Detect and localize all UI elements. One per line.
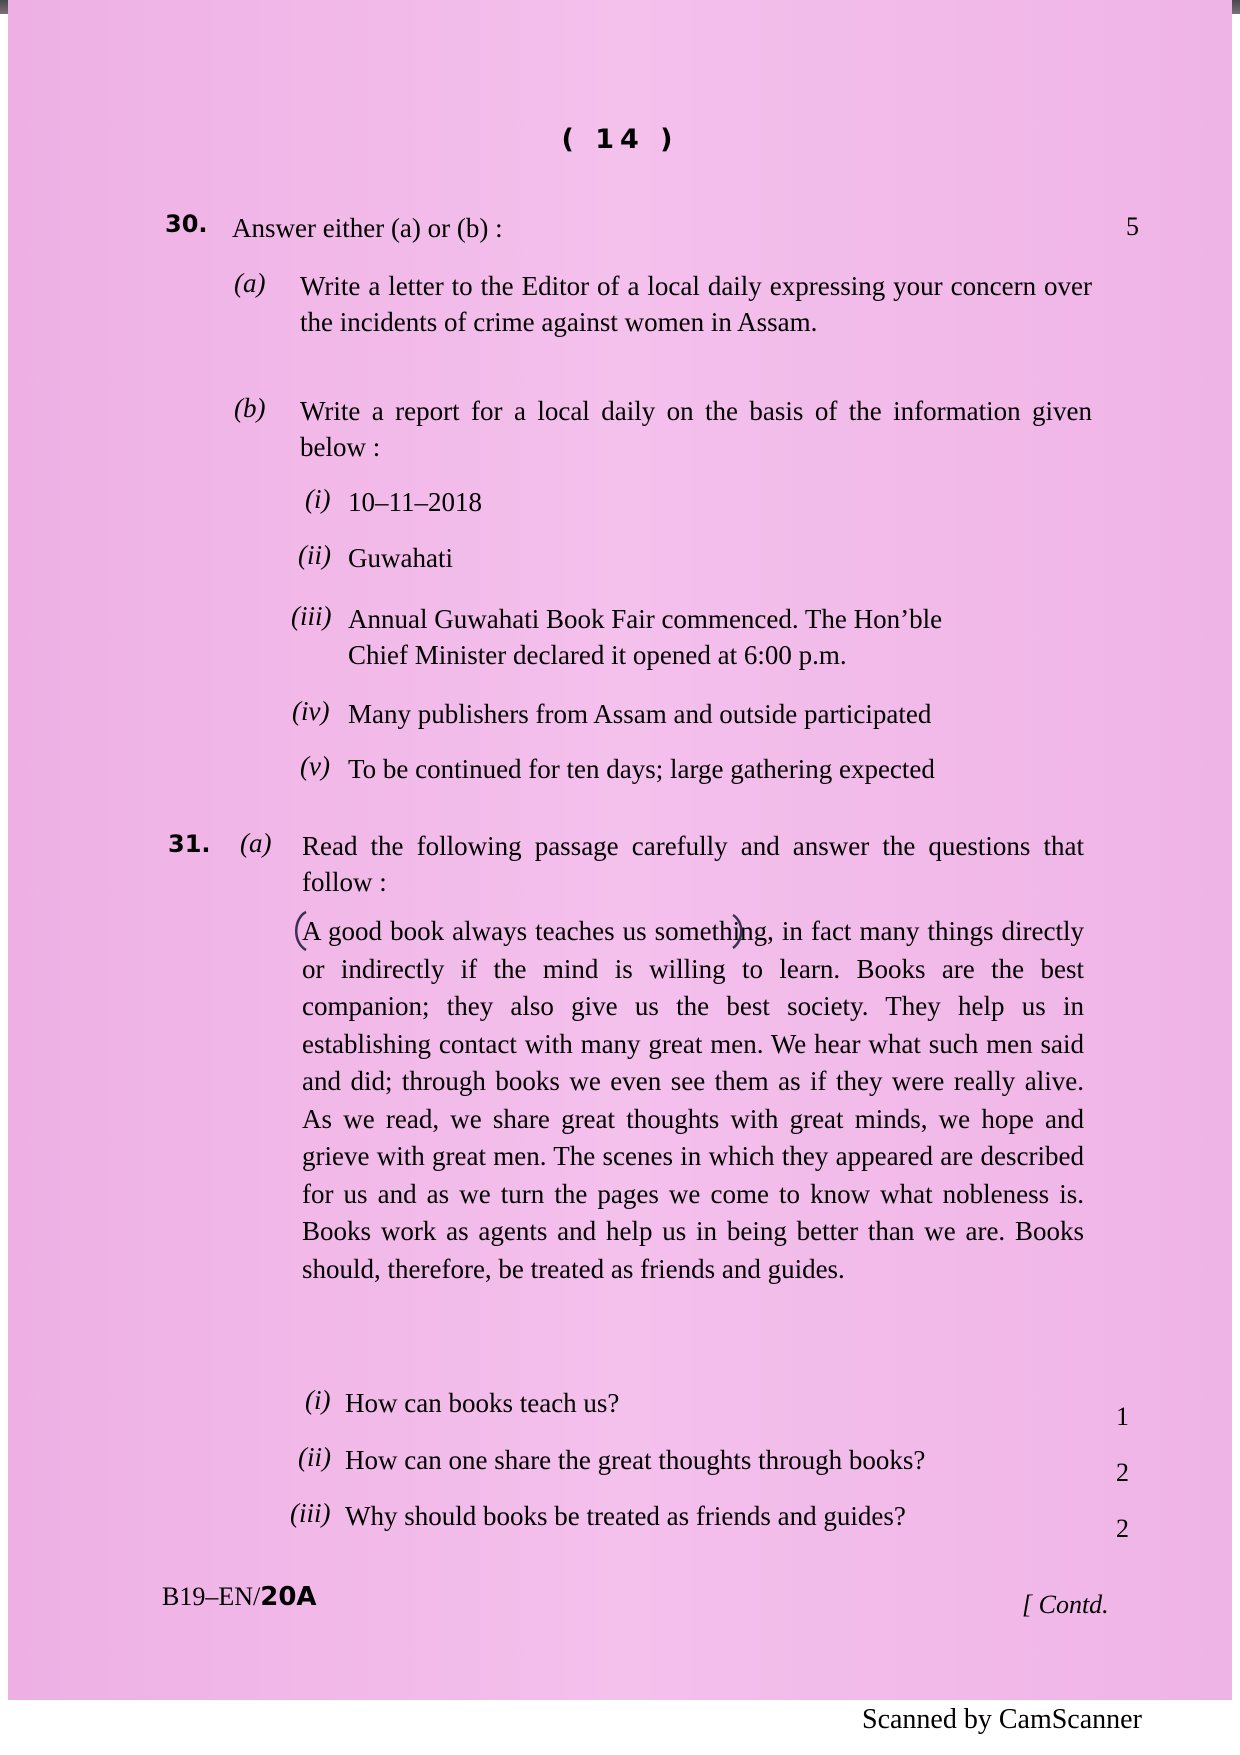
- point-iv-label: (iv): [292, 696, 330, 726]
- question-31a-i-label: (i): [305, 1385, 331, 1415]
- point-iii-text-line2: Chief Minister declared it opened at 6:00 p.m.: [348, 640, 847, 670]
- scanner-watermark: Scanned by CamScanner: [862, 1704, 1142, 1735]
- question-31-instruction: Read the following passage carefully and answer the questions that follow :: [302, 831, 1084, 897]
- question-31a-label: (a): [240, 828, 272, 858]
- question-30b-text: Write a report for a local daily on the basis of the information given below :: [300, 396, 1092, 462]
- question-30a-label: (a): [234, 268, 266, 298]
- point-ii-label: (ii): [298, 540, 331, 570]
- paper-code-bold: 20A: [260, 1582, 317, 1612]
- point-ii-text: Guwahati: [348, 543, 453, 573]
- question-31a-iii-marks: 2: [1116, 1514, 1129, 1543]
- point-i-text: 10–11–2018: [348, 487, 482, 517]
- page-number: ( 14 ): [561, 124, 679, 155]
- question-31-number: 31.: [168, 830, 211, 858]
- pen-bracket-mark: [290, 908, 310, 954]
- point-iii-text-line1: Annual Guwahati Book Fair commenced. The Hon’ble: [348, 604, 943, 634]
- question-31a-iii-text: Why should books be treated as friends and guides?: [345, 1501, 906, 1531]
- question-31a-i-text: How can books teach us?: [345, 1388, 620, 1418]
- question-31a-i-marks: 1: [1116, 1402, 1129, 1431]
- pen-bracket-mark: [730, 912, 748, 952]
- question-30-number: 30.: [165, 210, 208, 238]
- question-30a-text: Write a letter to the Editor of a local daily expressing your concern over the incidents of crime against women in Assam.: [300, 271, 1092, 337]
- question-31a-ii-marks: 2: [1116, 1458, 1129, 1487]
- question-30-instruction: Answer either (a) or (b) :: [232, 213, 503, 243]
- paper-code: [162, 1582, 317, 1612]
- reading-passage: A good book always teaches us something, in fact many things directly or indirectly if the mind is willing to learn. Books are the best companion; they also give us the best society. They help us in establishing contact with many great men. We hear what such men said and did; through books we even see them as if they were really alive. As we read, we share great thoughts with great minds, we hope and grieve with great men. The scenes in which they appeared are described for us and as we turn the pages we come to know what nobleness is. Books work as agents and help us in being better than we are. Books should, therefore, be treated as friends and guides.: [302, 916, 1084, 1284]
- paper-code-prefix: B19–EN/: [162, 1582, 261, 1611]
- point-i-label: (i): [305, 484, 331, 514]
- question-31a-ii-label: (ii): [298, 1442, 331, 1472]
- question-30-marks: 5: [1126, 212, 1139, 241]
- point-v-label: (v): [300, 751, 330, 781]
- point-iii-label: (iii): [291, 601, 332, 631]
- point-iv-text: Many publishers from Assam and outside participated: [348, 699, 932, 729]
- point-v-text: To be continued for ten days; large gathering expected: [348, 754, 935, 784]
- question-31a-iii-label: (iii): [290, 1498, 331, 1528]
- question-30b-label: (b): [234, 393, 266, 423]
- question-31a-ii-text: How can one share the great thoughts through books?: [345, 1445, 926, 1475]
- continued-marker: [ Contd.: [1022, 1590, 1109, 1619]
